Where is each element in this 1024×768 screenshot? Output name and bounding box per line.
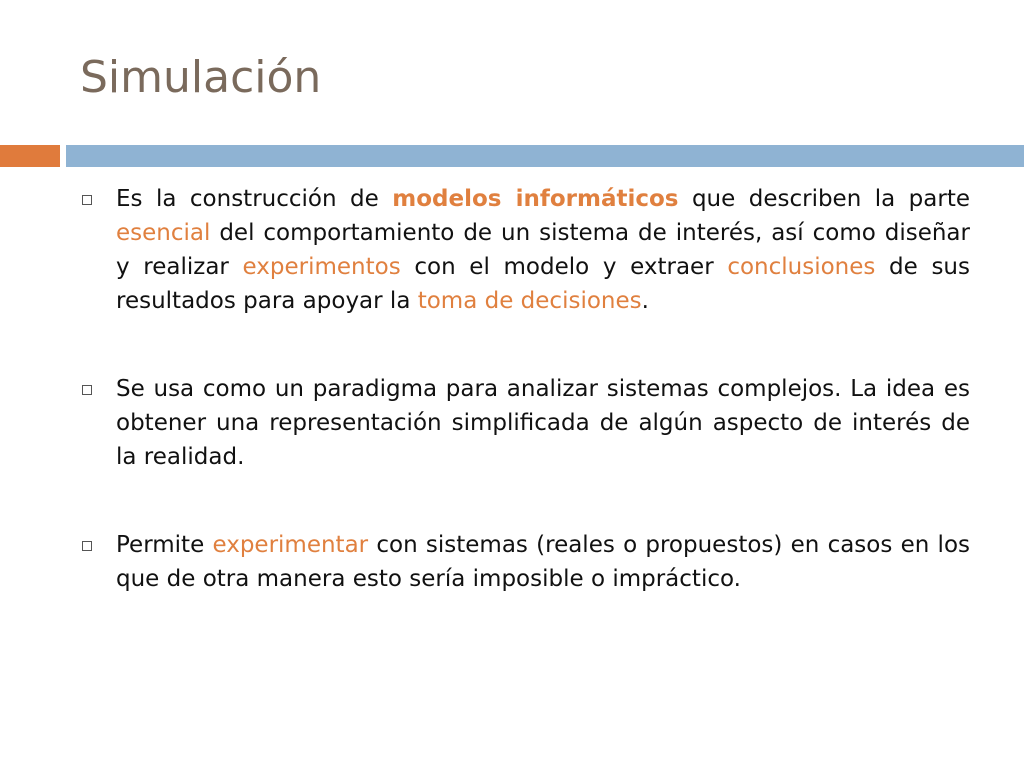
square-bullet-icon [82,541,92,551]
bullet-text: con el modelo y extraer [400,254,728,280]
slide-title: Simulación [80,52,322,103]
bullet-text: con sistemas (reales o propuestos) en casos en los que de otra manera esto sería imposible o impráctico. [116,532,970,592]
accent-bar-blue [66,145,1024,167]
bullet-text: del comportamiento de un sistema de interés, así como diseñar y realizar [116,220,970,280]
highlight-text: modelos informáticos [392,186,679,212]
bullet-text: Se usa como un paradigma para analizar sistemas complejos. La idea es obtener una representación simplificada de algún aspecto de interés de la realidad. [116,376,970,470]
bullet-item-2 [80,372,970,474]
bullet-text: Permite [116,532,213,558]
bullet-item-1 [80,182,970,318]
bullet-item-3 [80,528,970,596]
highlight-text: experimentar [212,532,369,558]
bullet-text: Es la construcción de [116,186,393,212]
highlight-text: conclusiones [727,254,876,280]
square-bullet-icon [82,195,92,205]
bullet-list [80,182,970,596]
accent-bar-orange [0,145,60,167]
bullet-text: que describen la parte [678,186,970,212]
square-bullet-icon [82,385,92,395]
highlight-text: toma de decisiones [417,288,642,314]
bullet-text: de sus resultados para apoyar la [116,254,970,314]
highlight-text: experimentos [242,254,401,280]
highlight-text: esencial [116,220,211,246]
bullet-text: . [641,288,649,314]
